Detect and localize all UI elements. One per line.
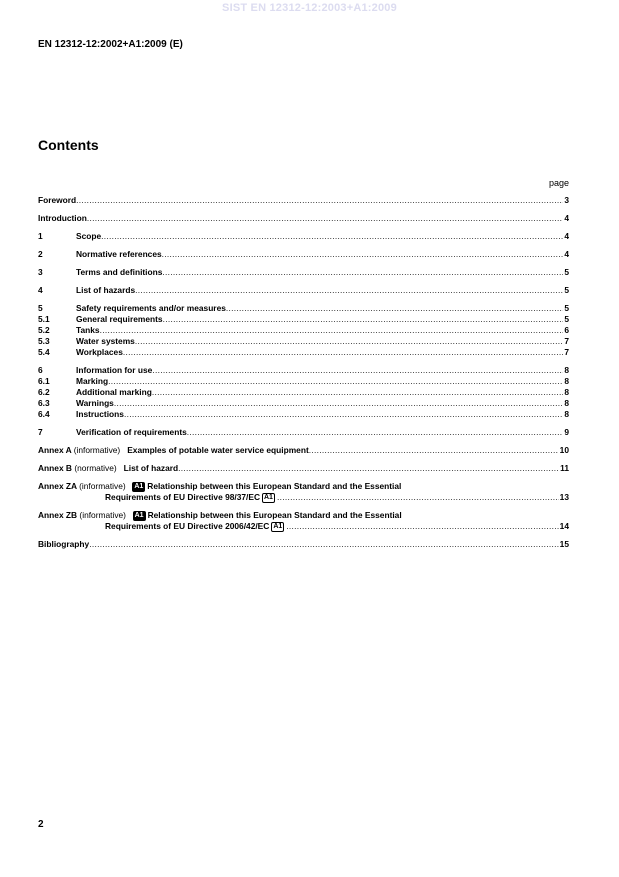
page-number: 2 [38, 819, 44, 830]
toc-entry-normative-references[interactable] [38, 249, 569, 260]
dot-leader [309, 445, 559, 456]
toc-title: Terms and definitions [76, 267, 163, 277]
amendment-start-marker-icon: A1 [134, 511, 144, 519]
dot-leader [87, 213, 563, 224]
toc-page: 14 [559, 521, 569, 531]
toc-entry-terms-and-definitions[interactable] [38, 267, 569, 278]
dot-leader [162, 249, 564, 260]
annex-kind: (informative) [73, 445, 121, 455]
toc-page: 4 [564, 249, 569, 259]
toc-page: 5 [564, 303, 569, 313]
toc-entry-general-requirements[interactable] [38, 314, 569, 325]
toc-number: 6 [38, 365, 43, 375]
dot-leader [114, 398, 563, 409]
toc-page: 8 [564, 387, 569, 397]
toc-entry-verification[interactable] [38, 427, 569, 438]
dot-leader [178, 463, 559, 474]
toc-number: 5.2 [38, 325, 50, 335]
toc-title: Warnings [76, 398, 114, 408]
toc-entry-instructions[interactable] [38, 409, 569, 420]
document-id: EN 12312-12:2002+A1:2009 (E) [38, 39, 183, 50]
toc-page: 8 [564, 409, 569, 419]
dot-leader [135, 285, 563, 296]
toc-page: 11 [560, 463, 569, 473]
dot-leader [135, 336, 564, 347]
toc-title: Bibliography [38, 539, 90, 549]
amendment-end-marker-icon: A1 [264, 494, 273, 501]
toc-number: 4 [38, 285, 43, 295]
toc-title: Relationship between this European Standard and the Essential [147, 510, 402, 520]
dot-leader [100, 325, 564, 336]
toc-page: 5 [564, 267, 569, 277]
toc-title: Scope [76, 231, 102, 241]
toc-page: 8 [564, 365, 569, 375]
toc-page: 10 [559, 445, 569, 455]
toc-title: Information for use [76, 365, 153, 375]
toc-title: Water systems [76, 336, 135, 346]
toc-title: Additional marking [76, 387, 152, 397]
annex-label: Annex B [38, 463, 72, 473]
toc-title: Foreword [38, 195, 77, 205]
toc-title-continued: Requirements of EU Directive 2006/42/EC [105, 521, 270, 531]
toc-number: 1 [38, 231, 43, 241]
toc-page: 7 [564, 336, 569, 346]
dot-leader [89, 539, 558, 550]
toc-title: List of hazard [123, 463, 179, 473]
dot-leader [152, 365, 563, 376]
amendment-end-marker-icon: A1 [273, 523, 283, 530]
toc-number: 6.2 [38, 387, 50, 397]
toc-number: 5.1 [38, 314, 50, 324]
toc-entry-tanks[interactable] [38, 325, 569, 336]
toc-page: 6 [564, 325, 569, 335]
dot-leader [286, 521, 558, 532]
toc-page: 13 [559, 492, 569, 502]
toc-title: Verification of requirements [76, 427, 187, 437]
toc-title-continued: Requirements of EU Directive 98/37/EC [105, 492, 260, 502]
toc-page: 15 [559, 539, 569, 549]
contents-heading: Contents [38, 137, 99, 153]
dot-leader [162, 267, 563, 278]
toc-entry-bibliography[interactable] [38, 539, 569, 550]
toc-title: Safety requirements and/or measures [76, 303, 226, 313]
toc-title: Normative references [76, 249, 162, 259]
toc-page: 9 [564, 427, 569, 437]
toc-page: 4 [564, 231, 569, 241]
annex-kind: (informative) [79, 481, 126, 491]
toc-entry-annex-za[interactable] [38, 481, 569, 503]
watermark: SIST EN 12312-12:2003+A1:2009 [222, 2, 397, 14]
toc-title: Marking [76, 376, 109, 386]
dot-leader [187, 427, 564, 438]
toc-number: 5.3 [38, 336, 50, 346]
toc-page: 7 [564, 347, 569, 357]
table-of-contents [38, 195, 569, 550]
toc-page: 3 [564, 195, 569, 205]
toc-title: Workplaces [76, 347, 123, 357]
dot-leader [277, 492, 559, 503]
toc-title: Examples of potable water service equipment [127, 445, 309, 455]
toc-entry-water-systems[interactable] [38, 336, 569, 347]
toc-annex-heading [38, 481, 401, 492]
annex-kind: (normative) [74, 463, 117, 473]
toc-annex-heading [38, 510, 402, 521]
toc-page: 5 [564, 285, 569, 295]
toc-number: 2 [38, 249, 43, 259]
toc-page: 8 [564, 376, 569, 386]
annex-label: Annex ZA [38, 481, 77, 491]
toc-entry-information-for-use[interactable] [38, 365, 569, 376]
toc-number: 3 [38, 267, 43, 277]
toc-annex-heading [38, 445, 309, 456]
toc-page: 8 [564, 398, 569, 408]
annex-label: Annex ZB [38, 510, 78, 520]
toc-title: General requirements [76, 314, 163, 324]
dot-leader [163, 314, 564, 325]
toc-entry-list-of-hazards[interactable] [38, 285, 569, 296]
annex-label: Annex A [38, 445, 72, 455]
toc-number: 6.3 [38, 398, 50, 408]
dot-leader [101, 231, 563, 242]
toc-entry-foreword[interactable] [38, 195, 569, 206]
toc-number: 6.4 [38, 409, 50, 419]
toc-title: Relationship between this European Standard and the Essential [147, 481, 402, 491]
toc-number: 5.4 [38, 347, 50, 357]
toc-entry-introduction[interactable] [38, 213, 569, 224]
toc-entry-scope[interactable] [38, 231, 569, 242]
toc-entry-annex-b[interactable] [38, 463, 569, 474]
toc-annex-heading [38, 463, 178, 474]
toc-entry-workplaces[interactable] [38, 347, 569, 358]
toc-number: 6.1 [38, 376, 50, 386]
dot-leader [226, 303, 563, 314]
toc-title: Introduction [38, 213, 87, 223]
toc-title: Instructions [76, 409, 124, 419]
toc-entry-annex-zb[interactable] [38, 510, 569, 532]
toc-entry-annex-a[interactable] [38, 445, 569, 456]
toc-entry-additional-marking[interactable] [38, 387, 569, 398]
dot-leader [123, 347, 563, 358]
dot-leader [152, 387, 563, 398]
dot-leader [108, 376, 563, 387]
toc-page: 4 [564, 213, 569, 223]
toc-entry-warnings[interactable] [38, 398, 569, 409]
toc-number: 5 [38, 303, 43, 313]
toc-title: List of hazards [76, 285, 136, 295]
dot-leader [124, 409, 563, 420]
amendment-start-marker-icon: A1 [134, 482, 144, 490]
toc-page: 5 [564, 314, 569, 324]
toc-title: Tanks [76, 325, 100, 335]
annex-kind: (informative) [79, 510, 126, 520]
toc-entry-marking[interactable] [38, 376, 569, 387]
page-column-label: page [548, 178, 569, 188]
toc-entry-safety-requirements[interactable] [38, 303, 569, 314]
dot-leader [76, 195, 563, 206]
toc-number: 7 [38, 427, 43, 437]
